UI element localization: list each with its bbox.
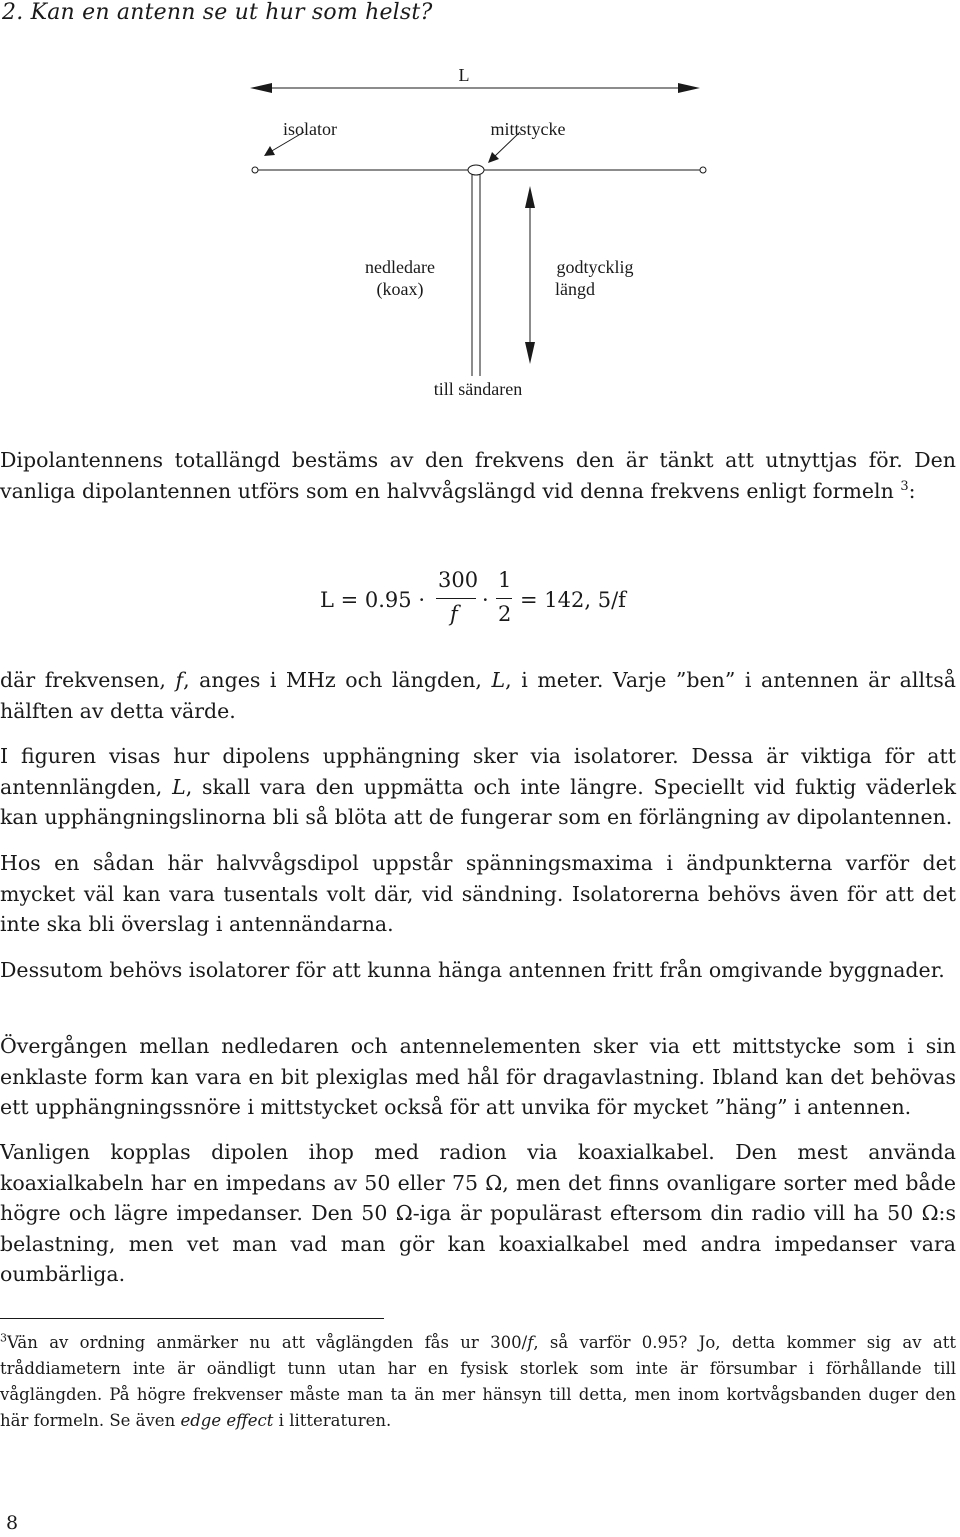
paragraph-intro-end: : <box>908 478 916 503</box>
symbol-f: f <box>527 1333 534 1352</box>
paragraph-frequency <box>0 665 956 726</box>
dipole-figure <box>0 40 960 420</box>
formula-dot: · <box>482 588 489 612</box>
footnote-emphasis: edge effect <box>180 1411 274 1430</box>
arbitrary-length-arrowhead-bottom <box>525 342 535 364</box>
paragraph-hanging: Dessutom behövs isolatorer för att kunna hänga antennen fritt från omgivande byggnader. <box>0 958 945 982</box>
formula-lhs: L = 0.95 · <box>320 588 425 612</box>
feedline-label-line1: nedledare <box>365 257 435 277</box>
formula-numerator-300: 300 <box>438 568 479 592</box>
length-arrowhead-left <box>250 83 272 93</box>
arbitrary-length-label-line1: godtycklig <box>556 257 634 277</box>
dipole-diagram <box>0 40 960 420</box>
insulator-right <box>700 167 706 173</box>
insulator-pointer-head <box>264 146 275 156</box>
paragraph-frequency-text-c: , i meter. Varje ”ben” i antennen är alltså hälften av detta värde. <box>0 668 956 723</box>
footnote-mark: 3 <box>0 1331 7 1345</box>
formula-numerator-1: 1 <box>498 568 512 592</box>
paragraph-frequency-text-a: där frekvensen, <box>0 668 176 692</box>
footnote-text-b: , så varför 0.95? Jo, detta kommer sig av att tråddiametern inte är oändligt tunn utan har en fysisk storlek som inte är försumbar i förhållande till våglängden. På högre frekvenser måste man ta än mer hänsyn till detta, men inom kortvågsbanden duger den här formeln. Se även <box>0 1333 956 1430</box>
insulator-left <box>252 167 258 173</box>
paragraph-insulators <box>0 741 956 833</box>
footnote-rule <box>0 1318 384 1319</box>
arbitrary-length-arrowhead-top <box>525 186 535 208</box>
to-transmitter-label: till sändaren <box>433 379 523 399</box>
paragraph-insulators-text-a: I figuren visas hur dipolens upphängning sker via isolatorer. Dessa är viktiga för att antennlängden, <box>0 744 956 799</box>
paragraph-insulators-text-b: , skall vara den uppmätta och inte längre. Speciellt vid fuktig väderlek kan upphängningslinorna bli så blöta att de fungerar som en förlängning av dipolantennen. <box>0 774 956 829</box>
footnote <box>0 1330 956 1434</box>
formula-denominator-f: f <box>450 602 458 626</box>
center-piece-label: mittstycke <box>490 119 566 139</box>
length-formula <box>320 568 660 638</box>
length-arrowhead-right <box>678 83 700 93</box>
footnote-text-a: Vän av ordning anmärker nu att våglängden fås ur 300/ <box>7 1333 528 1352</box>
feedline-label-line2: (koax) <box>376 279 424 299</box>
formula-denominator-2: 2 <box>498 602 512 626</box>
page-number: 8 <box>6 1512 19 1534</box>
fraction-bar-1 <box>436 598 476 599</box>
section-title: 2. Kan en antenn se ut hur som helst? <box>2 0 433 25</box>
paragraph-intro-text: Dipolantennens totallängd bestäms av den frekvens den är tänkt att utnyttjas för. Den vanliga dipolantennen utförs som en halvvågslängd vid denna frekvens enligt formeln <box>0 448 956 503</box>
paragraph-intro <box>0 445 956 506</box>
paragraph-center-piece: Övergången mellan nedledaren och antennelementen sker via ett mittstycke som i sin enklaste form kan vara en bit plexiglas med hål för dragavlastning. Ibland kan det behövas ett upphängningssnöre i mittstycket också för att unvika för mycket ”häng” i antennen. <box>0 1034 956 1119</box>
footnote-text-c: i litteraturen. <box>273 1411 392 1430</box>
footnote-ref: 3 <box>900 478 909 494</box>
symbol-f: f <box>175 668 184 692</box>
length-label: L <box>458 65 470 85</box>
insulator-label: isolator <box>283 119 337 139</box>
symbol-L: L <box>172 774 186 799</box>
center-piece <box>468 165 484 175</box>
formula-rhs: = 142, 5/f <box>520 588 626 612</box>
arbitrary-length-label-line2: längd <box>555 279 595 299</box>
paragraph-frequency-text-b: , anges i MHz och längden, <box>183 668 492 692</box>
paragraph-coax: Vanligen kopplas dipolen ihop med radion via koaxialkabel. Den mest använda koaxialkabeln har en impedans av 50 eller 75 Ω, men det finns ovanligare sorter med både högre och lägre impedanser. Den 50 Ω-iga är populärast eftersom din radio vill ha 50 Ω:s belastning, men vet man vad man gör kan koaxialkabel med andra impedanser vara oumbärliga. <box>0 1140 956 1286</box>
symbol-L: L <box>491 668 506 692</box>
paragraph-voltage: Hos en sådan här halvvågsdipol uppstår spänningsmaxima i ändpunkterna varför det mycket väl kan vara tusentals volt där, vid sändning. Isolatorerna behövs även för att det inte ska bli överslag i antennändarna. <box>0 851 956 936</box>
fraction-bar-2 <box>496 598 512 599</box>
